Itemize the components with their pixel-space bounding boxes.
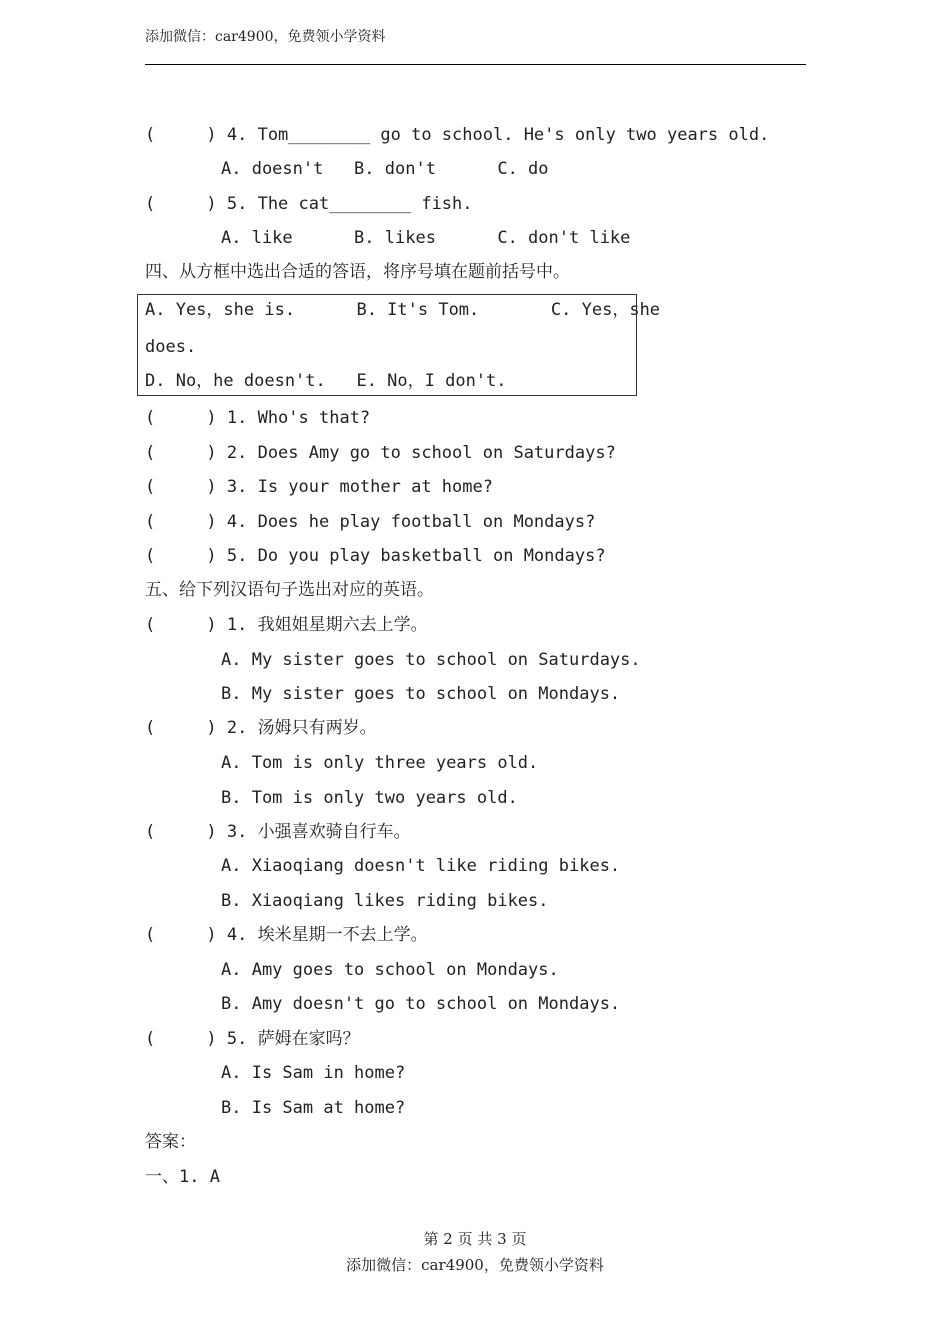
section-4-item: ( ) 5. Do you play basketball on Mondays? xyxy=(145,546,606,566)
header-note: 添加微信：car4900，免费领小学资料 xyxy=(145,29,386,45)
answers-title: 答案： xyxy=(145,1132,196,1152)
question-3-5-options: A. like B. likes C. don't like xyxy=(221,228,631,248)
section-5-option-b: B. Tom is only two years old. xyxy=(221,788,518,808)
section-5-title: 五、给下列汉语句子选出对应的英语。 xyxy=(145,580,434,600)
answer-box-line-3: D. No，he doesn't. E. No，I don't. xyxy=(145,371,507,391)
section-5-option-a: A. Is Sam in home? xyxy=(221,1063,406,1083)
section-4-item: ( ) 2. Does Amy go to school on Saturdays? xyxy=(145,443,616,463)
section-5-option-a: A. My sister goes to school on Saturdays. xyxy=(221,650,641,670)
section-5-option-a: A. Xiaoqiang doesn't like riding bikes. xyxy=(221,856,621,876)
section-5-question-stem: ( ) 2. 汤姆只有两岁。 xyxy=(145,718,377,738)
section-5-option-b: B. My sister goes to school on Mondays. xyxy=(221,684,621,704)
section-4-title: 四、从方框中选出合适的答语，将序号填在题前括号中。 xyxy=(145,262,570,282)
section-5-question-stem: ( ) 4. 埃米星期一不去上学。 xyxy=(145,925,428,945)
page-number: 第 2 页 共 3 页 xyxy=(423,1230,527,1248)
section-5-question-stem: ( ) 5. 萨姆在家吗？ xyxy=(145,1029,360,1049)
section-4-item: ( ) 1. Who's that? xyxy=(145,408,371,428)
section-5-option-b: B. Amy doesn't go to school on Mondays. xyxy=(221,994,621,1014)
answers-first-line: 一、1. A xyxy=(145,1167,220,1187)
section-5-option-a: A. Tom is only three years old. xyxy=(221,753,539,773)
answer-box-line-2: does. xyxy=(145,337,197,357)
question-3-5-stem: ( ) 5. The cat________ fish. xyxy=(145,194,473,214)
question-3-4-options: A. doesn't B. don't C. do xyxy=(221,159,549,179)
answer-box-line-1: A. Yes，she is. B. It's Tom. C. Yes，she xyxy=(145,300,661,320)
header-rule xyxy=(145,64,806,65)
section-5-option-b: B. Is Sam at home? xyxy=(221,1098,406,1118)
section-5-question-stem: ( ) 3. 小强喜欢骑自行车。 xyxy=(145,822,411,842)
section-4-item: ( ) 4. Does he play football on Mondays? xyxy=(145,512,596,532)
section-5-question-stem: ( ) 1. 我姐姐星期六去上学。 xyxy=(145,615,428,635)
question-3-4-stem: ( ) 4. Tom________ go to school. He's only two years old. xyxy=(145,125,770,145)
section-5-option-b: B. Xiaoqiang likes riding bikes. xyxy=(221,891,549,911)
section-5-option-a: A. Amy goes to school on Mondays. xyxy=(221,960,559,980)
footer-note: 添加微信：car4900，免费领小学资料 xyxy=(346,1256,604,1274)
section-4-item: ( ) 3. Is your mother at home? xyxy=(145,477,493,497)
